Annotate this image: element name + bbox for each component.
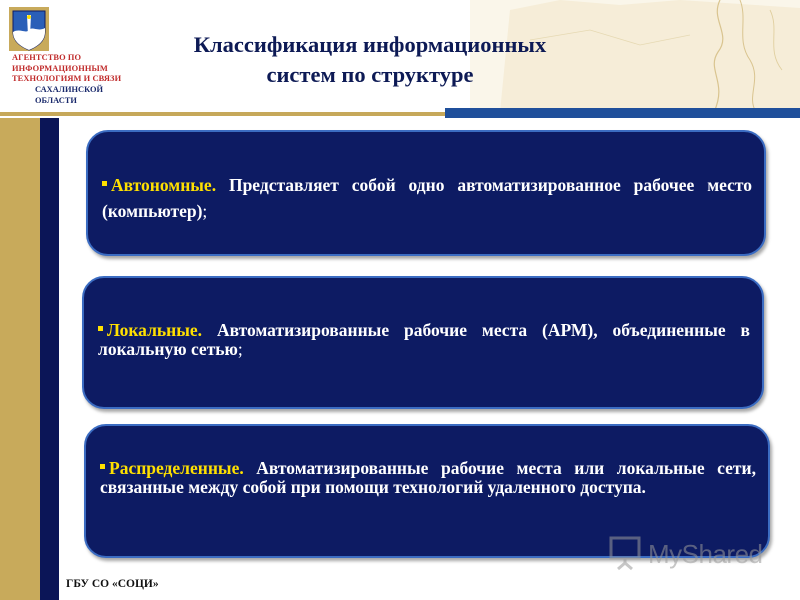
agency-name [12,53,142,85]
slide-title [160,30,580,90]
agency-region-line: ОБЛАСТИ [35,95,77,105]
presentation-board-icon [608,535,642,571]
agency-name-line: АГЕНТСТВО ПО [12,53,82,62]
card-end: ; [237,339,243,359]
card-term: Автономные. [111,175,217,195]
card-term: Локальные. [107,320,203,340]
card-text [102,172,752,224]
card-autonomous [86,130,766,256]
agency-region-line: САХАЛИНСКОЙ [35,85,103,94]
watermark [608,535,778,575]
slide-title-line: Классификация информационных [193,32,547,57]
card-text [100,459,756,497]
card-description: Автоматизированные рабочие места (АРМ), объединенные в локальную сетью [98,320,750,359]
card-term: Распределенные. [109,458,244,478]
agency-region [35,85,145,106]
header-divider-blue [445,108,800,118]
card-local [82,276,764,409]
sakhalin-coat-of-arms-icon [8,6,50,52]
left-navy-bar [40,118,59,600]
agency-name-line: ТЕХНОЛОГИЯМ И СВЯЗИ [12,74,122,83]
slide-header [0,0,800,118]
watermark-text: MyShared [648,539,763,569]
left-gold-bar [0,118,40,600]
footer-organization: ГБУ СО «СОЦИ» [66,578,159,590]
slide-title-line: систем по структуре [266,62,474,87]
bullet-icon [102,181,107,186]
card-end: ; [202,201,208,221]
agency-name-line: ИНФОРМАЦИОННЫМ [12,63,108,73]
card-description: Автоматизированные рабочие места или локальные сети, связанные между собой при помощи технологий удаленного доступа. [100,458,756,497]
bullet-icon [100,464,105,469]
card-text [98,321,750,359]
bullet-icon [98,326,103,331]
card-description: Представляет собой одно автоматизированное рабочее место (компьютер) [102,175,752,221]
